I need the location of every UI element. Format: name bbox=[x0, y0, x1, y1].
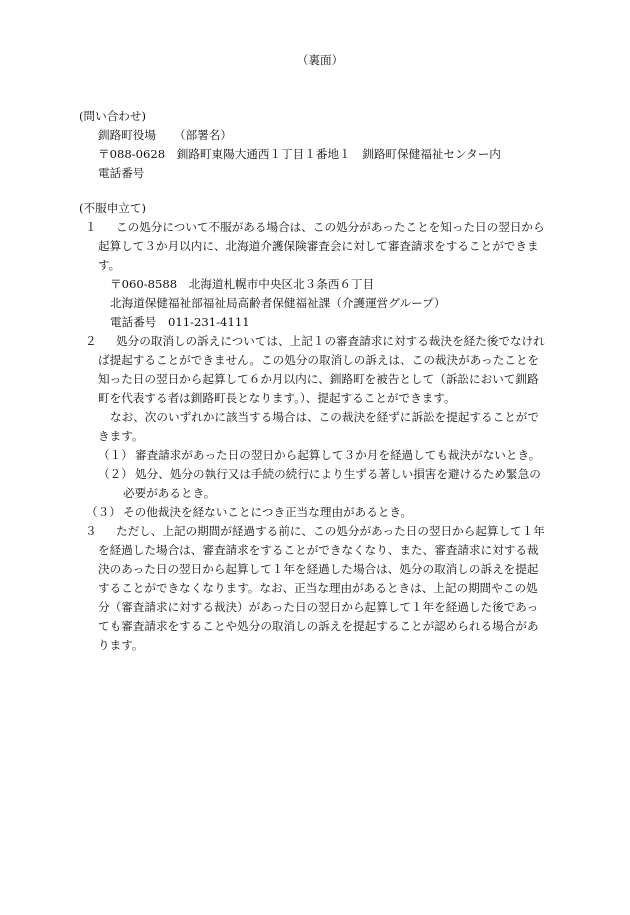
paragraph-line: 町を代表する者は釧路町長となります。）、提起することができます。 bbox=[98, 391, 456, 405]
contact-section bbox=[79, 107, 619, 183]
review-board-address: 〒060-8588 北海道札幌市中央区北３条西６丁目 bbox=[110, 277, 375, 291]
page-title: （裏面） bbox=[296, 53, 344, 67]
appeal-item-1 bbox=[79, 218, 619, 332]
appeal-item-3 bbox=[79, 522, 619, 655]
paragraph-line: 処分の取消しの訴えについては、上記１の審査請求に対する裁決を経た後でなけれ bbox=[116, 334, 545, 348]
item-number: １ bbox=[85, 220, 97, 234]
paragraph-line: を経過した場合は、審査請求をすることができなくなり、また、審査請求に対する裁 bbox=[98, 543, 539, 557]
paragraph-line: なお、次のいずれかに該当する場合は、この裁決を経ずに訴訟を提起することがで bbox=[110, 410, 539, 424]
paragraph-line: 分（審査請求に対する裁決）があった日の翌日から起算して１年を経過した後であっ bbox=[98, 600, 539, 614]
contact-address: 〒088-0628 釧路町東陽大通西１丁目１番地１ 釧路町保健福祉センター内 bbox=[98, 147, 501, 161]
sub-item-text: 処分、処分の執行又は手続の続行により生ずる著しい損害を避けるため緊急の bbox=[135, 467, 541, 481]
contact-heading: (問い合わせ) bbox=[79, 109, 147, 123]
review-board-phone: 電話番号 011-231-4111 bbox=[110, 315, 250, 329]
appeal-item-2 bbox=[79, 332, 619, 522]
paragraph-line: す。 bbox=[98, 258, 121, 272]
paragraph-line: ば提起することができません。この処分の取消しの訴えは、この裁決があったことを bbox=[98, 353, 540, 367]
sub-item-text: 必要があるとき。 bbox=[123, 486, 216, 500]
appeal-section bbox=[79, 199, 619, 655]
paragraph-line: この処分について不服がある場合は、この処分があったことを知った日の翌日から bbox=[116, 220, 545, 234]
review-board-org: 北海道保健福祉部福祉局高齢者保健福祉課（介護運営グループ） bbox=[110, 296, 446, 310]
sub-item-number: （２） bbox=[98, 467, 133, 481]
paragraph-line: きます。 bbox=[98, 429, 144, 443]
paragraph-line: 決のあった日の翌日から起算して１年を経過した場合は、処分の取消しの訴えを提起 bbox=[98, 562, 539, 576]
paragraph-line: 知った日の翌日から起算して６か月以内に、釧路町を被告として（訴訟において釧路 bbox=[98, 372, 539, 386]
paragraph-line: することができなくなります。なお、正当な理由があるときは、上記の期間やこの処 bbox=[98, 581, 538, 595]
appeal-heading: (不服申立て) bbox=[79, 201, 147, 215]
paragraph-line: ても審査請求をすることや処分の取消しの訴えを提起することが認められる場合があ bbox=[98, 619, 539, 633]
contact-office-line bbox=[79, 126, 619, 145]
paragraph-line: ただし、上記の期間が経過する前に、この処分があった日の翌日から起算して１年 bbox=[116, 524, 545, 538]
item-number: ２ bbox=[85, 334, 97, 348]
paragraph-line: 起算して３か月以内に、北海道介護保険審査会に対して審査請求をすることができま bbox=[98, 239, 539, 253]
sub-item-1 bbox=[79, 446, 619, 465]
paragraph-line: ります。 bbox=[98, 638, 144, 652]
contact-dept: （部署名） bbox=[173, 128, 232, 142]
contact-phone-label: 電話番号 bbox=[98, 166, 145, 180]
contact-office: 釧路町役場 bbox=[98, 128, 156, 142]
sub-item-3 bbox=[79, 503, 619, 522]
sub-item-number: （１） bbox=[98, 448, 133, 462]
item-number: ３ bbox=[85, 524, 97, 538]
sub-item-text: その他裁決を経ないことにつき正当な理由があるとき。 bbox=[123, 505, 413, 519]
sub-item-number: （３） bbox=[86, 505, 121, 519]
sub-item-2 bbox=[79, 465, 619, 503]
sub-item-text: 審査請求があった日の翌日から起算して３か月を経過しても裁決がないとき。 bbox=[135, 448, 541, 462]
